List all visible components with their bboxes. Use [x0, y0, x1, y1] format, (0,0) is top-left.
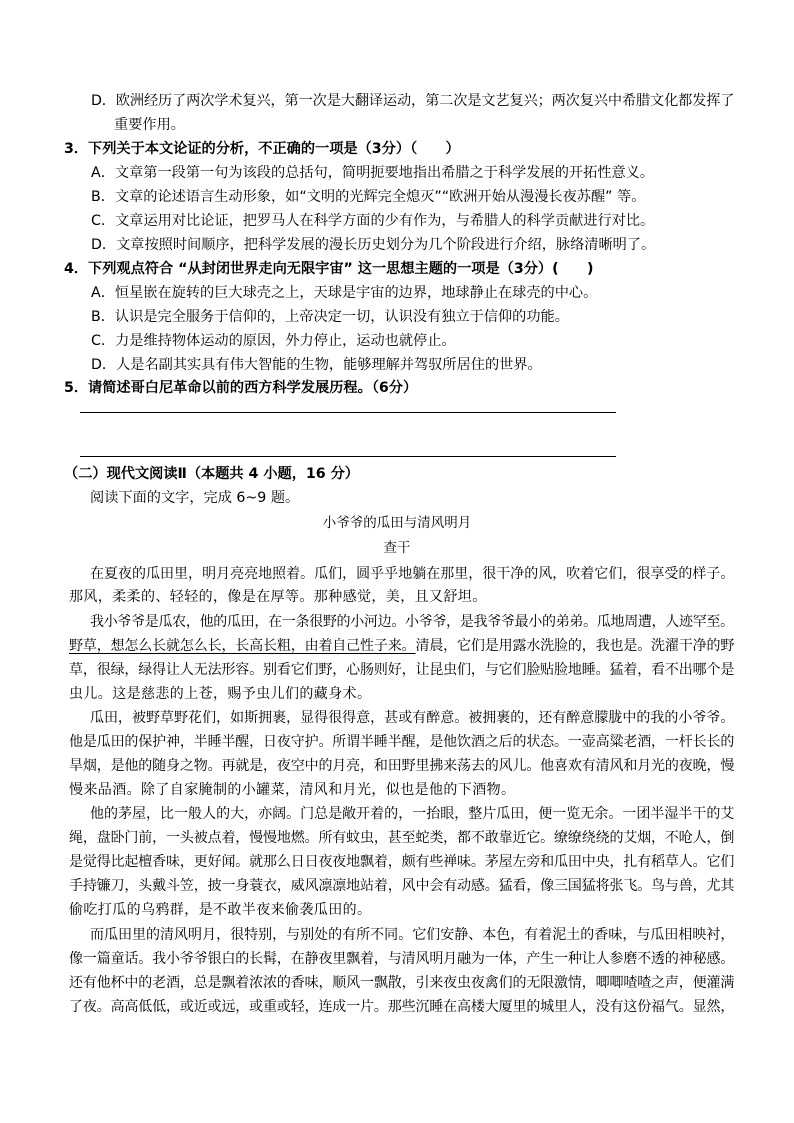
q4-stem: 4．下列观点符合 “从封闭世界走向无限宇宙” 这一思想主题的一项是（3分）( ) — [64, 261, 594, 277]
p2-line1: 我小爷爷是瓜农，他的瓜田，在一条很野的小河边。小爷爷，是我爷爷最小的弟弟。瓜地周遭，人迹罕至。 — [90, 614, 734, 630]
q4-option-d: D．人是名副其实具有伟大智能的生物，能够理解并驾驭所居住的世界。 — [91, 357, 542, 373]
p2-line3: 草，很绿，绿得让人无法形容。别看它们野，心肠则好，让昆虫们，与它们脸贴脸地睡。猛着，看不出哪个是 — [69, 662, 735, 678]
section-instruction: 阅读下面的文字，完成 6~9 题。 — [90, 490, 300, 506]
p1-line1: 在夏夜的瓜田里，明月亮亮地照着。瓜们，圆乎乎地躺在那里，很干净的风，吹着它们，很享受的样子。 — [90, 566, 735, 582]
p3-line4: 慢来品酒。除了自家腌制的小罐菜，清风和月光，似也是他的下酒物。 — [69, 782, 516, 798]
p3-line1: 瓜田，被野草野花们，如斯拥裹，显得很得意，甚或有醉意。被拥裹的，还有醉意朦胧中的我的小爷爷。 — [90, 710, 735, 726]
p3-line2: 他是瓜田的保护神，半睡半醒，日夜守护。所谓半睡半醒，是他饮酒之后的状态。一壶高粱老酒，一杆长长的 — [69, 734, 735, 750]
p4-line1: 他的茅屋，比一般人的大，亦阔。门总是敞开着的，一抬眼，整片瓜田，便一览无余。一团半湿半干的艾 — [90, 806, 735, 822]
q5-stem: 5．请简述哥白尼革命以前的西方科学发展历程。（6分） — [64, 380, 418, 396]
q3-option-d: D．文章按照时间顺序，把科学发展的漫长历史划分为几个阶段进行介绍，脉络清晰明了。 — [91, 237, 656, 253]
answer-line-2[interactable] — [80, 456, 616, 457]
q2-option-d-line1: D．欧洲经历了两次学术复兴，第一次是大翻译运动，第二次是文艺复兴；两次复兴中希腊文化都发挥了 — [91, 93, 735, 109]
answer-line-1[interactable] — [80, 412, 616, 413]
p5-line3: 还有他杯中的老酒，总是飘着浓浓的香味，顺风一飘散，引来夜虫夜禽们的无限激情，唧唧喳喳之声，便灌满 — [69, 975, 735, 991]
p4-line5: 偷吃打瓜的乌鸦群，是不敢半夜来偷袭瓜田的。 — [69, 902, 372, 918]
p2-line2-rest: 清晨，它们是用露水洗脸的，我也是。洗濯干净的野 — [415, 638, 735, 654]
p5-line1: 而瓜田里的清风明月，很特别，与别处的有所不同。它们安静、本色，有着泥土的香味，与瓜田相映衬， — [90, 927, 735, 943]
section-heading: （二）现代文阅读Ⅱ（本题共 4 小题，16 分） — [64, 466, 359, 482]
p2-line2 — [69, 636, 734, 656]
p1-line2: 那风，柔柔的、轻轻的，像是在厚等。那种感觉，美，且又舒坦。 — [69, 589, 487, 605]
q4-option-a: A．恒星嵌在旋转的巨大球壳之上，天球是宇宙的边界，地球静止在球壳的中心。 — [91, 285, 598, 301]
q3-option-b: B．文章的论述语言生动形象，如“文明的光辉完全熄灭”“欧洲开始从漫漫长夜苏醒” 等。 — [91, 189, 646, 205]
p4-line2: 绳，盘卧门前，一头被点着，慢慢地燃。所有蚊虫，甚至蛇类，都不敢靠近它。缭缭绕绕的艾烟，不呛人，倒 — [69, 830, 735, 846]
p3-line3: 旱烟，是他的随身之物。再就是，夜空中的月亮，和田野里拂来荡去的风儿。他喜欢有清风和月光的夜晚，慢 — [69, 758, 735, 774]
passage-title: 小爷爷的瓜田与清风明月 — [322, 515, 472, 531]
p5-line4: 了夜。高高低低，或近或远，或重或轻，连成一片。那些沉睡在高楼大厦里的城里人，没有这份福气。显然， — [69, 999, 735, 1015]
p4-line3: 是觉得比起檀香味，更好闻。就那么日日夜夜地飘着，颇有些禅味。茅屋左旁和瓜田中央，扎有稻草人。它们 — [69, 854, 735, 870]
p2-underlined-sentence: 野草，想怎么长就怎么长，长高长粗，由着自己性子来。 — [69, 638, 416, 654]
passage-author: 查干 — [383, 540, 411, 556]
q3-option-a: A．文章第一段第一句为该段的总括句，简明扼要地指出希腊之于科学发展的开拓性意义。 — [91, 165, 655, 181]
p5-line2: 像一篇童话。我小爷爷银白的长髯，在静夜里飘着，与清风明月融为一体，产生一种让人参磨不透的神秘感。 — [69, 951, 735, 967]
p2-line4: 虫儿。这是慈悲的上苍，赐予虫儿们的藏身术。 — [69, 686, 372, 702]
q3-stem: 3．下列关于本文论证的分析，不正确的一项是（3分）（ ） — [64, 141, 460, 157]
q4-option-c: C．力是维持物体运动的原因，外力停止，运动也就停止。 — [91, 333, 456, 349]
q3-option-c: C．文章运用对比论证，把罗马人在科学方面的少有作为，与希腊人的科学贡献进行对比。 — [91, 213, 655, 229]
q2-option-d-line2: 重要作用。 — [114, 117, 185, 133]
q4-option-b: B．认识是完全服务于信仰的，上帝决定一切，认识没有独立于信仰的功能。 — [91, 309, 569, 325]
p4-line4: 手持镰刀，头戴斗笠，披一身蓑衣，威风凛凛地站着，风中会有动感。猛看，像三国猛将张飞。鸟与兽，尤其 — [69, 878, 735, 894]
